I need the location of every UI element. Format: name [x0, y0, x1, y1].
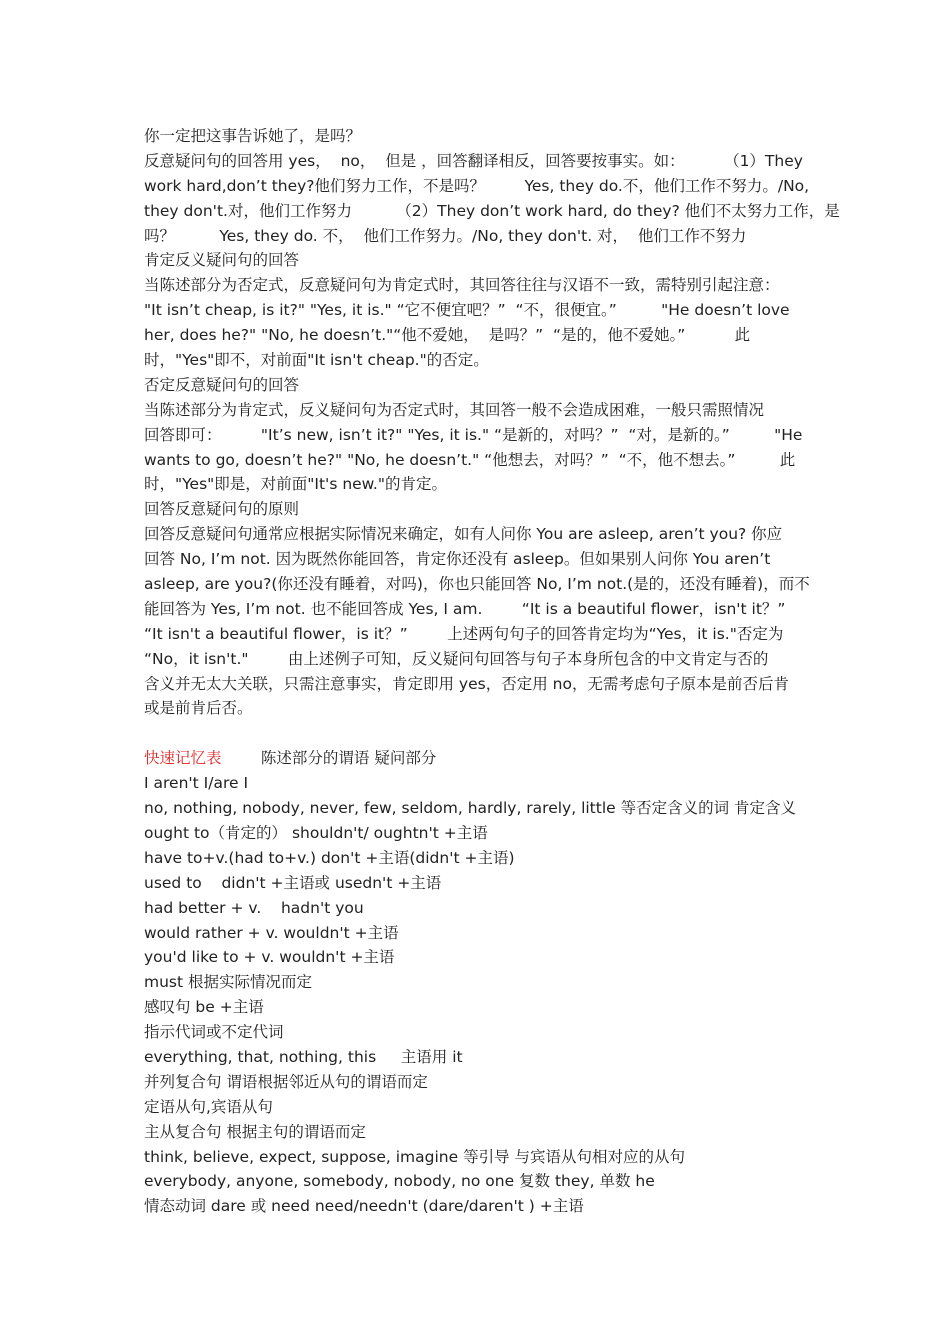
blank-line: [144, 721, 808, 746]
section-heading: 回答反意疑问句的原则: [144, 500, 300, 519]
table-row: have to+v.(had to+v.) don't +主语(didn't +主语): [144, 848, 515, 867]
memory-table-title: 快速记忆表: [144, 749, 222, 768]
text-line: 时，"Yes"即是，对前面"It's new."的肯定。: [144, 475, 447, 494]
text-line: "It isn’t cheap, is it?" "Yes, it is." “它不便宜吧？” “不，很便宜。” "He doesn’t love: [144, 301, 790, 320]
table-row: you'd like to + v. wouldn't +主语: [144, 948, 395, 967]
text-line: 或是前肯后否。: [144, 699, 253, 718]
table-row: used to didn't +主语或 usedn't +主语: [144, 873, 442, 892]
text-line: “No，it isn't." 由上述例子可知，反义疑问句回答与句子本身所包含的中文肯定与否的: [144, 649, 769, 668]
table-row: everybody, anyone, somebody, nobody, no one 复数 they, 单数 he: [144, 1172, 655, 1191]
text-line: 回答 No, I’m not. 因为既然你能回答，肯定你还没有 asleep。但如果别人问你 You aren’t: [144, 550, 771, 569]
table-row: 主从复合句 根据主句的谓语而定: [144, 1122, 366, 1141]
text-line: “It isn't a beautiful flower，is it？” 上述两句句子的回答肯定均为“Yes，it is."否定为: [144, 624, 784, 643]
text-line: her, does he?" "No, he doesn’t."“他不爱她， 是吗？” “是的，他不爱她。” 此: [144, 326, 751, 345]
text-line: 能回答为 Yes, I’m not. 也不能回答成 Yes, I am. “It is a beautiful flower，isn't it？”: [144, 599, 786, 618]
table-row: everything, that, nothing, this 主语用 it: [144, 1047, 463, 1066]
text-line: 当陈述部分为肯定式，反义疑问句为否定式时，其回答一般不会造成困难，一般只需照情况: [144, 400, 765, 419]
table-row: no, nothing, nobody, never, few, seldom, hardly, rarely, little 等否定含义的词 肯定含义: [144, 799, 797, 818]
table-row: think, believe, expect, suppose, imagine 等引导 与宾语从句相对应的从句: [144, 1147, 686, 1166]
table-row: must 根据实际情况而定: [144, 973, 313, 992]
text-line: 回答即可： "It’s new, isn’t it?" "Yes, it is." “是新的，对吗？” “对，是新的。” "He: [144, 425, 803, 444]
text-line: they don't.对，他们工作努力 （2）They don’t work hard, do they? 他们不太努力工作，是: [144, 201, 840, 220]
table-row: 并列复合句 谓语根据邻近从句的谓语而定: [144, 1072, 428, 1091]
text-line: 你一定把这事告诉她了，是吗？: [144, 127, 362, 145]
text-line: 含义并无太大关联，只需注意事实，肯定即用 yes，否定用 no，无需考虑句子原本是前否后肯: [144, 674, 789, 693]
text-line: 时，"Yes"即不，对前面"It isn't cheap."的否定。: [144, 351, 489, 370]
text-line: asleep, are you?(你还没有睡着，对吗)，你也只能回答 No, I’m not.(是的，还没有睡着)，而不: [144, 575, 810, 594]
table-row: ought to（肯定的） shouldn't/ oughtn't +主语: [144, 823, 488, 842]
text-line: 回答反意疑问句通常应根据实际情况来确定，如有人问你 You are asleep, aren’t you? 你应: [144, 525, 783, 544]
table-row: 定语从句,宾语从句: [144, 1097, 273, 1116]
text-line: 反意疑问句的回答用 yes， no， 但是 ，回答翻译相反，回答要按事实。如： （1）They: [144, 151, 803, 170]
text-line: wants to go, doesn’t he?" "No, he doesn’t." “他想去，对吗？” “不，他不想去。” 此: [144, 450, 796, 469]
table-row: 情态动词 dare 或 need need/needn't (dare/daren't ) +主语: [144, 1197, 584, 1216]
memory-table-columns: 陈述部分的谓语 疑问部分: [221, 749, 437, 768]
table-row: 感叹句 be +主语: [144, 998, 264, 1017]
table-row: would rather + v. wouldn't +主语: [144, 923, 399, 942]
table-row: I aren't I/are I: [144, 774, 249, 793]
text-line: 吗？ Yes, they do. 不， 他们工作努力。/No, they don't. 对， 他们工作不努力: [144, 226, 747, 245]
section-heading: 肯定反义疑问句的回答: [144, 251, 300, 270]
text-line: work hard,don’t they?他们努力工作，不是吗？ Yes, they do.不，他们工作不努力。/No,: [144, 176, 810, 195]
text-line: 当陈述部分为否定式，反意疑问句为肯定式时，其回答往往与汉语不一致，需特别引起注意：: [144, 276, 780, 295]
memory-table-header-row: [144, 746, 808, 771]
table-row: 指示代词或不定代词: [144, 1023, 284, 1042]
table-row: had better + v. hadn't you: [144, 898, 364, 917]
section-heading: 否定反意疑问句的回答: [144, 375, 300, 394]
document-page: [144, 124, 840, 1219]
